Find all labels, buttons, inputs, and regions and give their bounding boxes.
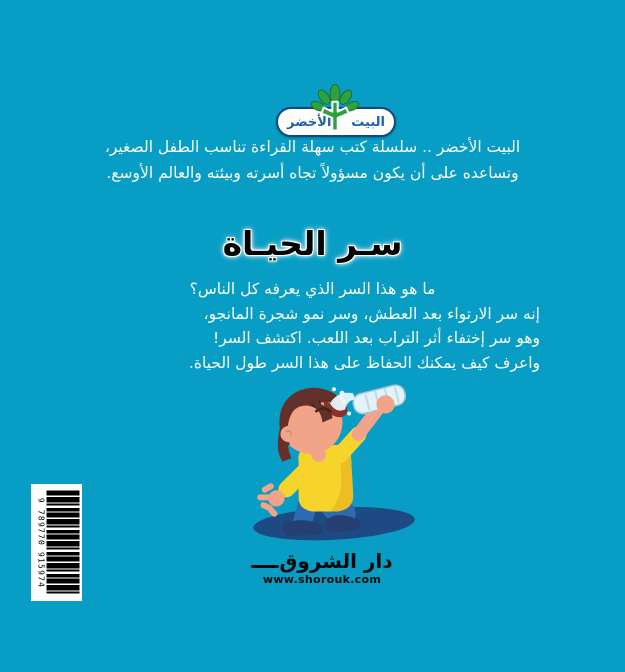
series-description xyxy=(50,134,575,186)
green-plant-person-icon xyxy=(308,82,362,134)
isbn-barcode xyxy=(31,484,82,601)
series-logo-word-left: الأخضر xyxy=(287,114,332,130)
barcode-digits: 9 789770 915974 xyxy=(36,497,45,588)
back-blurb-line: واعرف كيف يمكنك الحفاظ على هذا السر طول الحياة. xyxy=(188,353,540,372)
publisher-wordmark-tail xyxy=(251,565,279,569)
barcode-bars xyxy=(46,490,79,595)
series-description-line: البيت الأخضر .. سلسلة كتب سهلة القراءة تناسب الطفل الصغير، xyxy=(104,138,521,156)
boy-drinking-water-illustration xyxy=(238,374,430,552)
publisher-name: دار الشروق xyxy=(279,549,393,573)
book-title: سـر الحيـاة xyxy=(222,224,403,263)
back-blurb-line: ما هو هذا السر الذي يعرفه كل الناس؟ xyxy=(189,280,436,298)
back-blurb-line: وهو سر إختفاء أثر التراب بعد اللعب. اكتشف السر! xyxy=(213,329,540,347)
back-cover-blurb xyxy=(85,277,540,375)
publisher-block xyxy=(232,551,412,586)
publisher-website: www.shorouk.com xyxy=(262,573,382,586)
back-blurb-line: إنه سر الارتواء بعد العطش، وسر نمو شجرة المانجو، xyxy=(203,304,540,323)
publisher-wordmark xyxy=(232,551,412,571)
series-logo-word-right: البيت xyxy=(351,114,385,130)
series-description-line: وتساعده على أن يكون مسؤولاً تجاه أسرته وبيئته والعالم الأوسع. xyxy=(106,164,519,182)
